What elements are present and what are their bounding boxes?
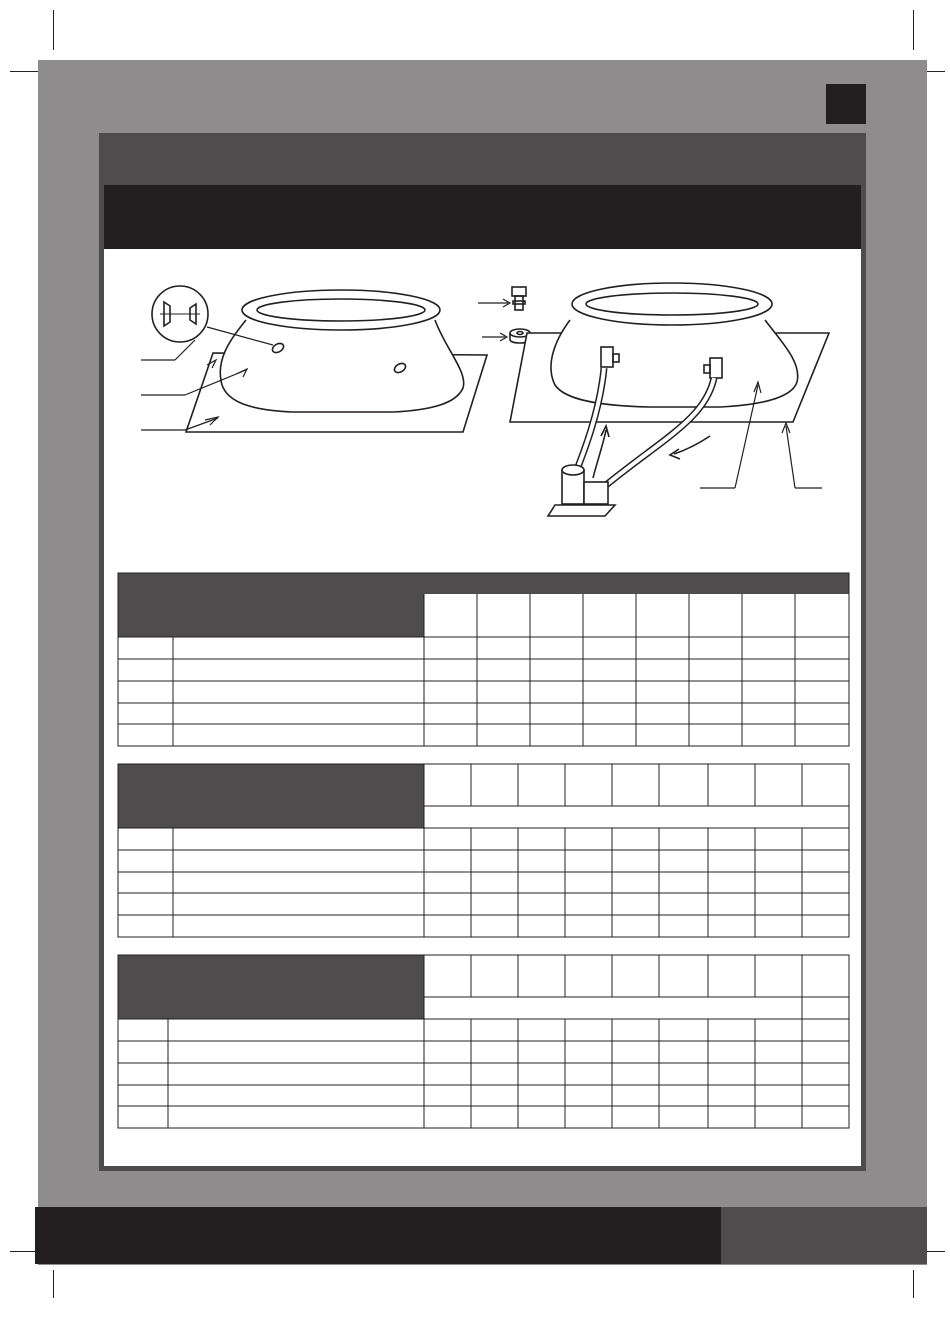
table-header-cell <box>168 955 424 1019</box>
footer-bar <box>35 1207 721 1264</box>
footer-tab <box>721 1207 927 1264</box>
table-header-cell <box>118 955 168 1019</box>
